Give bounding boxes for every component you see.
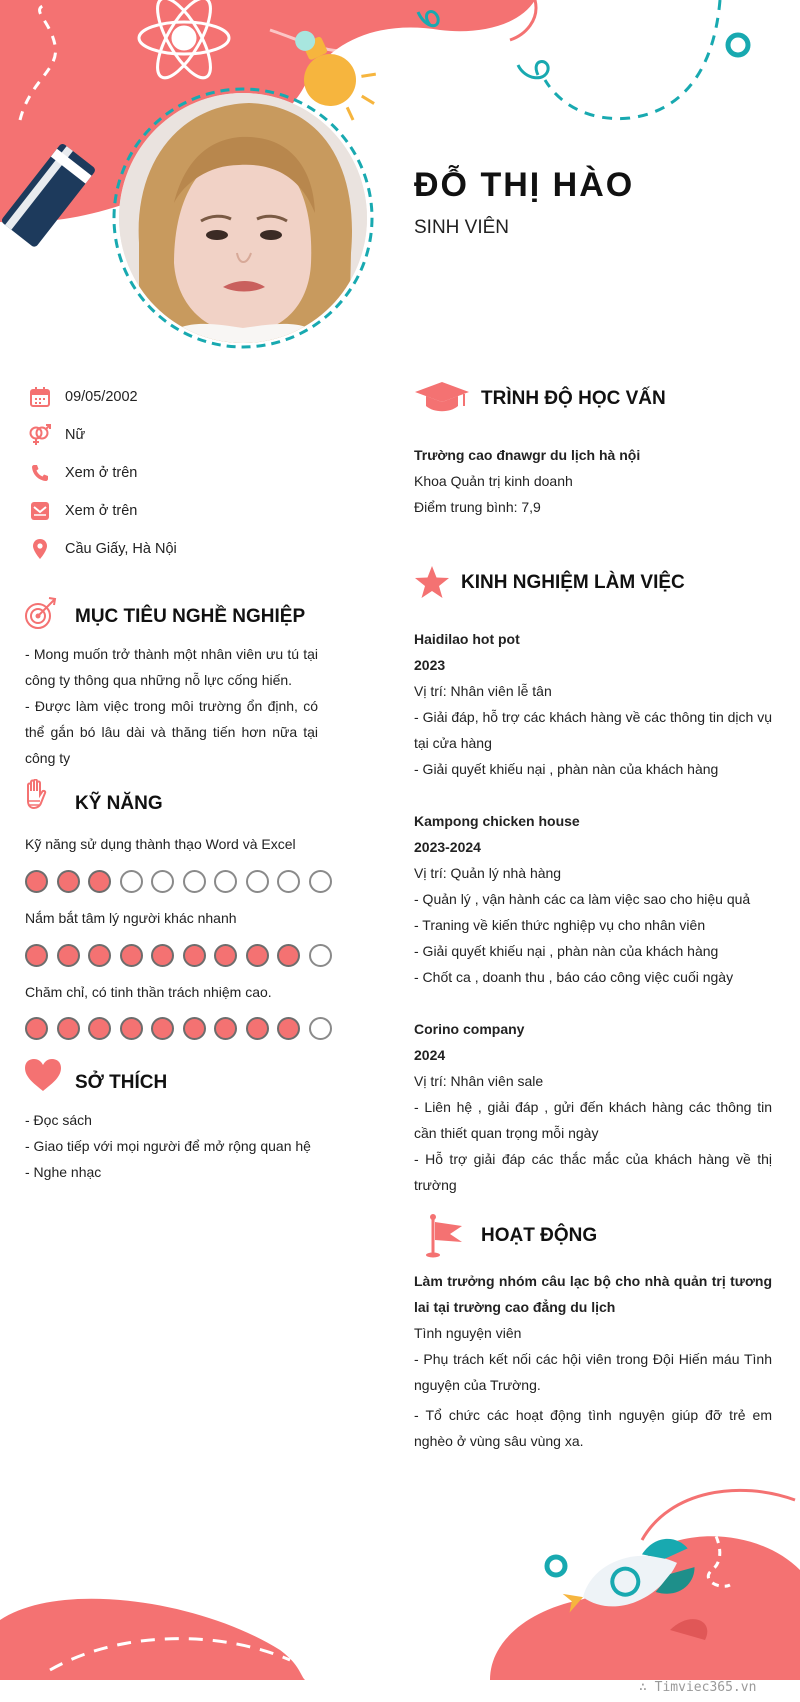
rating-dot-filled (120, 944, 143, 967)
activity-task: - Phụ trách kết nối các hội viên trong Đội Hiến máu Tình nguyện của Trường. (414, 1351, 772, 1393)
location-icon (25, 534, 55, 564)
job-entry (414, 808, 772, 990)
footer-decoration (0, 1480, 800, 1702)
rating-dot-filled (120, 1017, 143, 1040)
rating-dot-empty (151, 870, 174, 893)
job-task: - Liên hệ , giải đáp , gửi đến khách hàng các thông tin cần thiết quan trọng mỗi ngày (414, 1099, 772, 1141)
rating-dot-filled (151, 944, 174, 967)
rating-dot-empty (120, 870, 143, 893)
objective-line: - Được làm việc trong môi trường ổn định, có thể gắn bó lâu dài và thăng tiến hơn nữa tại công ty (25, 698, 318, 766)
rating-dot-filled (57, 870, 80, 893)
info-email (25, 496, 137, 526)
education-school: Trường cao đnawgr du lịch hà nội (414, 447, 641, 463)
hobby-item: - Giao tiếp với mọi người để mở rộng quan hệ (25, 1138, 311, 1154)
activities-title: HOẠT ĐỘNG (481, 1225, 598, 1246)
rating-dot-empty (309, 1017, 332, 1040)
rating-dot-empty (183, 870, 206, 893)
rating-dot-empty (309, 944, 332, 967)
education-faculty: Khoa Quản trị kinh doanh (414, 473, 573, 489)
job-task: - Giải đáp, hỗ trợ các khách hàng về các thông tin dịch vụ tại cửa hàng (414, 709, 772, 751)
job-position: Vị trí: Nhân viên sale (414, 1073, 544, 1089)
heart-icon (24, 1058, 62, 1097)
job-task: - Hỗ trợ giải đáp các thắc mắc của khách hàng về thị trường (414, 1151, 772, 1193)
skill-label: Kỹ năng sử dụng thành thạo Word và Excel (25, 836, 296, 852)
birthdate-text: 09/05/2002 (65, 389, 138, 405)
rating-dot-filled (183, 1017, 206, 1040)
job-company: Kampong chicken house (414, 813, 580, 829)
rating-dot-empty (309, 870, 332, 893)
gender-icon (25, 420, 55, 450)
skill-rating (25, 944, 340, 968)
hobby-item: - Nghe nhạc (25, 1164, 102, 1180)
education-detail (414, 442, 772, 520)
skill-label: Nắm bắt tâm lý người khác nhanh (25, 910, 237, 926)
objective-text (25, 641, 318, 771)
rating-dot-empty (277, 870, 300, 893)
job-company: Corino company (414, 1021, 525, 1037)
hobby-item: - Đọc sách (25, 1112, 92, 1128)
profile-photo-frame (110, 85, 376, 351)
hobbies-list (25, 1107, 325, 1185)
skill-rating (25, 870, 340, 894)
candidate-role: SINH VIÊN (414, 217, 510, 238)
info-gender (25, 420, 85, 450)
rating-dot-empty (214, 870, 237, 893)
rating-dot-filled (151, 1017, 174, 1040)
rating-dot-empty (246, 870, 269, 893)
education-title: TRÌNH ĐỘ HỌC VẤN (481, 388, 666, 409)
skill-label: Chăm chỉ, có tinh thần trách nhiệm cao. (25, 984, 272, 1000)
job-position: Vị trí: Nhân viên lễ tân (414, 683, 552, 699)
info-location (25, 534, 177, 564)
job-period: 2023-2024 (414, 839, 481, 855)
rating-dot-filled (25, 870, 48, 893)
rating-dot-filled (246, 944, 269, 967)
experience-title: KINH NGHIỆM LÀM VIỆC (461, 572, 685, 593)
activity-heading: Làm trưởng nhóm câu lạc bộ cho nhà quản trị tương lai tại trường cao đẳng du lịch (414, 1273, 772, 1315)
watermark: ∴ Timviec365.vn (639, 1680, 757, 1695)
rating-dot-filled (25, 944, 48, 967)
job-task: - Giải quyết khiếu nại , phàn nàn của khách hàng (414, 761, 719, 777)
rating-dot-filled (277, 1017, 300, 1040)
job-period: 2023 (414, 657, 446, 673)
rating-dot-filled (88, 944, 111, 967)
job-task: - Traning về kiến thức nghiệp vụ cho nhân viên (414, 917, 706, 933)
email-icon (25, 496, 55, 526)
target-icon (24, 596, 58, 635)
rating-dot-filled (277, 944, 300, 967)
job-entry (414, 1016, 772, 1198)
job-period: 2024 (414, 1047, 446, 1063)
skills-title: KỸ NĂNG (75, 793, 163, 814)
rating-dot-filled (246, 1017, 269, 1040)
flag-icon (424, 1214, 464, 1263)
gender-text: Nữ (65, 427, 86, 443)
location-text: Cầu Giấy, Hà Nội (65, 541, 177, 557)
phone-icon (25, 458, 55, 488)
education-gpa: Điểm trung bình: 7,9 (414, 499, 541, 515)
skill-rating (25, 1017, 340, 1041)
info-phone (25, 458, 137, 488)
hand-icon (24, 779, 50, 816)
info-birthdate (25, 382, 138, 412)
graduation-cap-icon (414, 380, 470, 419)
rating-dot-filled (57, 944, 80, 967)
objective-line: - Mong muốn trở thành một nhân viên ưu tú tại công ty thông qua những nỗ lực cống hiến. (25, 646, 318, 688)
rating-dot-filled (214, 1017, 237, 1040)
rating-dot-filled (25, 1017, 48, 1040)
calendar-icon (25, 382, 55, 412)
activity-task: - Tổ chức các hoạt động tình nguyện giúp đỡ trẻ em nghèo ở vùng sâu vùng xa. (414, 1407, 772, 1449)
rating-dot-filled (214, 944, 237, 967)
job-task: - Giải quyết khiếu nại , phàn nàn của khách hàng (414, 943, 719, 959)
job-entry (414, 626, 772, 782)
job-position: Vị trí: Quản lý nhà hàng (414, 865, 562, 881)
activity-entry (414, 1268, 772, 1454)
objective-title: MỤC TIÊU NGHỀ NGHIỆP (75, 606, 306, 627)
candidate-name: ĐỖ THỊ HÀO (414, 166, 635, 204)
job-task: - Quản lý , vận hành các ca làm việc sao cho hiệu quả (414, 891, 751, 907)
star-icon (414, 565, 450, 604)
phone-text: Xem ở trên (65, 465, 138, 481)
rating-dot-filled (88, 870, 111, 893)
rating-dot-filled (57, 1017, 80, 1040)
job-task: - Chốt ca , doanh thu , báo cáo công việc cuối ngày (414, 969, 734, 985)
hobbies-title: SỞ THÍCH (75, 1072, 168, 1093)
email-text: Xem ở trên (65, 503, 138, 519)
rating-dot-filled (88, 1017, 111, 1040)
activity-role: Tình nguyện viên (414, 1325, 522, 1341)
profile-photo (119, 93, 367, 343)
job-company: Haidilao hot pot (414, 631, 520, 647)
rating-dot-filled (183, 944, 206, 967)
